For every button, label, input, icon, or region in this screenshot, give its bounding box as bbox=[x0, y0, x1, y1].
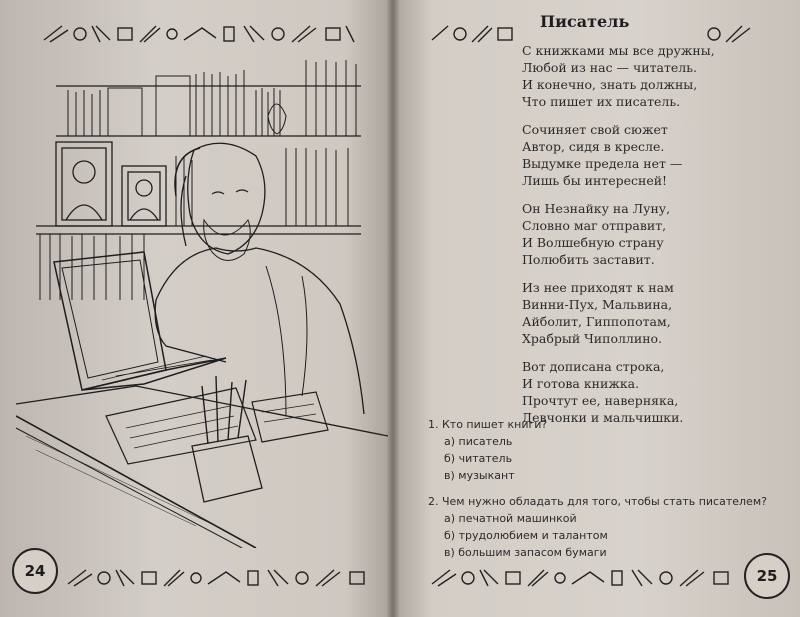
question-text: 1. Кто пишет книги? bbox=[428, 418, 548, 431]
poem-body bbox=[522, 42, 782, 437]
poem-line: Автор, сидя в кресле. bbox=[522, 139, 665, 154]
poem-line: Сочиняет свой сюжет bbox=[522, 122, 668, 137]
right-bottom-ornament bbox=[428, 566, 744, 590]
book-gutter bbox=[386, 0, 400, 617]
poem-line: Винни-Пух, Мальвина, bbox=[522, 297, 673, 312]
poem-line: Прочтут ее, наверняка, bbox=[522, 393, 679, 408]
poem-line: Храбрый Чиполлино. bbox=[522, 331, 663, 346]
writer-at-laptop-illustration bbox=[16, 56, 388, 548]
poem-line: Вот дописана строка, bbox=[522, 359, 665, 374]
poem-line: Из нее приходят к нам bbox=[522, 280, 674, 295]
left-top-ornament bbox=[40, 22, 356, 46]
poem-line: Айболит, Гиппопотам, bbox=[522, 314, 671, 329]
desk bbox=[16, 386, 388, 548]
poem-line: Он Незнайку на Луну, bbox=[522, 201, 671, 216]
poem-title: Писатель bbox=[540, 12, 630, 31]
poem-line: Девчонки и мальчишки. bbox=[522, 410, 684, 425]
poem-line: С книжками мы все дружны, bbox=[522, 43, 715, 58]
poem-stanza bbox=[522, 200, 782, 268]
answer-option: б) трудолюбием и талантом bbox=[444, 529, 608, 542]
poem-stanza bbox=[522, 358, 782, 426]
laptop bbox=[54, 252, 226, 390]
question-1 bbox=[428, 416, 547, 484]
poem-line: Лишь бы интересней! bbox=[522, 173, 668, 188]
question-2 bbox=[428, 493, 767, 561]
answer-option: в) большим запасом бумаги bbox=[444, 546, 607, 559]
question-text: 2. Чем нужно обладать для того, чтобы стать писателем? bbox=[428, 495, 767, 508]
answer-option: а) печатной машинкой bbox=[444, 512, 577, 525]
answer-option: в) музыкант bbox=[444, 469, 515, 482]
left-bottom-ornament bbox=[64, 566, 380, 590]
pen-holder bbox=[192, 376, 262, 502]
poem-line: Полюбить заставит. bbox=[522, 252, 655, 267]
page-number-right: 25 bbox=[744, 553, 790, 599]
poem-stanza bbox=[522, 121, 782, 189]
answer-option: б) читатель bbox=[444, 452, 513, 465]
poem-stanza bbox=[522, 279, 782, 347]
poem-stanza bbox=[522, 42, 782, 110]
right-top-ornament-left bbox=[428, 22, 520, 46]
portrait-frames bbox=[56, 142, 166, 226]
poem-line: Что пишет их писатель. bbox=[522, 94, 681, 109]
page-number-left: 24 bbox=[12, 548, 58, 594]
poem-line: И Волшебную страну bbox=[522, 235, 664, 250]
bookshelf bbox=[36, 60, 361, 234]
poem-line: И готова книжка. bbox=[522, 376, 640, 391]
poem-line: Выдумке предела нет — bbox=[522, 156, 683, 171]
writer-figure bbox=[155, 143, 364, 416]
poem-line: Словно маг отправит, bbox=[522, 218, 667, 233]
poem-line: И конечно, знать должны, bbox=[522, 77, 698, 92]
poem-line: Любой из нас — читатель. bbox=[522, 60, 698, 75]
answer-option: а) писатель bbox=[444, 435, 513, 448]
